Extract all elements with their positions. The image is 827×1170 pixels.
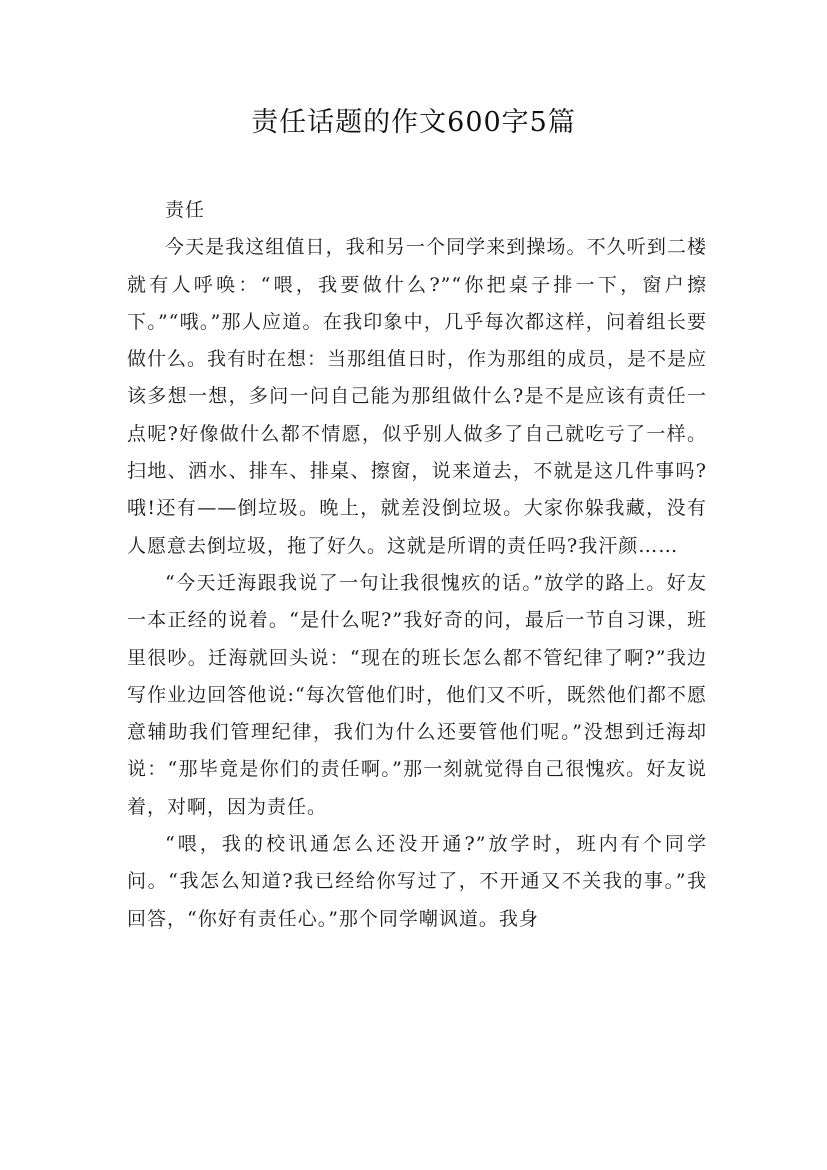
paragraph: “今天迁海跟我说了一句让我很愧疚的话。”放学的路上。好友一本正经的说着。“是什么呢?”我好奇的问，最后一节自习课，班里很吵。迁海就回头说：“现在的班长怎么都不管纪律了啊?”我边写作业边回答他说:“每次管他们时，他们又不听，既然他们都不愿意辅助我们管理纪律，我们为什么还要管他们呢。”没想到迁海却说：“那毕竟是你们的责任啊。”那一刻就觉得自己很愧疚。好友说着，对啊，因为责任。 bbox=[127, 571, 707, 818]
paragraph: “喂，我的校讯通怎么还没开通?”放学时，班内有个同学问。“我怎么知道?我已经给你写过了，不开通又不关我的事。”我回答，“你好有责任心。”那个同学嘲讽道。我身 bbox=[127, 833, 707, 930]
document-title: 责任话题的作文600字5篇 bbox=[251, 107, 576, 138]
document-body bbox=[127, 192, 707, 938]
paragraph: 今天是我这组值日，我和另一个同学来到操场。不久听到二楼就有人呼唤：“喂，我要做什么?”“你把桌子排一下，窗户擦下。”“哦。”那人应道。在我印象中，几乎每次都这样，问着组长要做什么。我有时在想：当那组值日时，作为那组的成员，是不是应该多想一想，多问一问自己能为那组做什么?是不是应该有责任一点呢?好像做什么都不情愿，似乎别人做多了自己就吃亏了一样。扫地、洒水、排车、排桌、擦窗，说来道去，不就是这几件事吗?哦!还有——倒垃圾。晚上，就差没倒垃圾。大家你躲我藏，没有人愿意去倒垃圾，拖了好久。这就是所谓的责任吗?我汗颜…… bbox=[127, 236, 708, 557]
section-heading: 责任 bbox=[165, 199, 206, 221]
